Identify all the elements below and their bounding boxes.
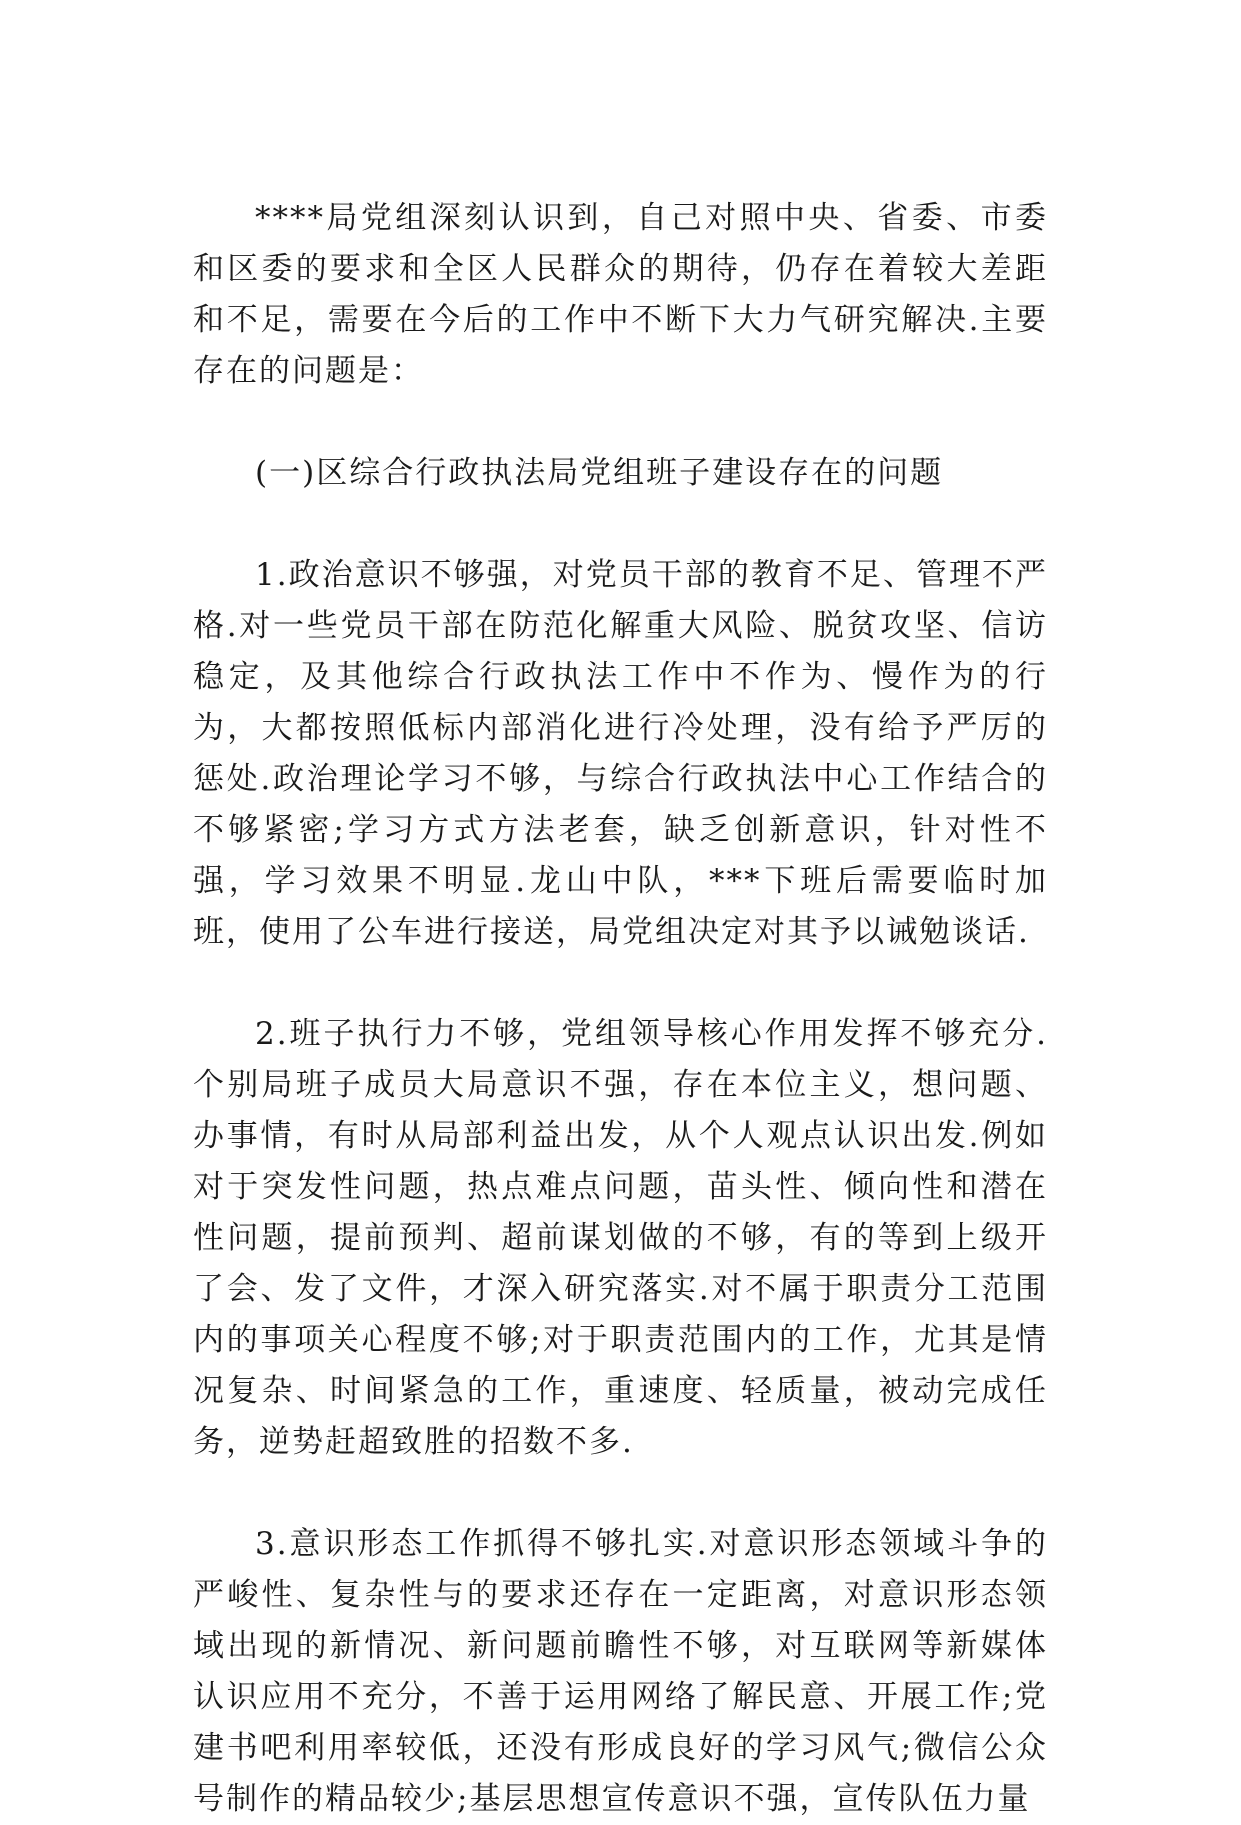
document-body [193,193,1048,1825]
item-3-paragraph: 3.意识形态工作抓得不够扎实.对意识形态领域斗争的严峻性、复杂性与的要求还存在一定距离，对意识形态领域出现的新情况、新问题前瞻性不够，对互联网等新媒体认识应用不充分，不善于运用网络了解民意、开展工作;党建书吧利用率较低，还没有形成良好的学习风气;微信公众号制作的精品较少;基层思想宣传意识不强，宣传队伍力量 [193,1526,1048,1817]
intro-paragraph: ****局党组深刻认识到，自己对照中央、省委、市委和区委的要求和全区人民群众的期待，仍存在着较大差距和不足，需要在今后的工作中不断下大力气研究解决.主要存在的问题是： [193,200,1048,389]
paragraph-spacer [193,1468,1048,1519]
paragraph-spacer [193,958,1048,1009]
item-2-paragraph: 2.班子执行力不够，党组领导核心作用发挥不够充分.个别局班子成员大局意识不强，存在本位主义，想问题、办事情，有时从局部利益出发，从个人观点认识出发.例如对于突发性问题，热点难点问题，苗头性、倾向性和潜在性问题，提前预判、超前谋划做的不够，有的等到上级开了会、发了文件，才深入研究落实.对不属于职责分工范围内的事项关心程度不够;对于职责范围内的工作，尤其是情况复杂、时间紧急的工作，重速度、轻质量，被动完成任务，逆势赶超致胜的招数不多. [193,1016,1048,1460]
paragraph-spacer [193,499,1048,550]
section-heading: (一)区综合行政执法局党组班子建设存在的问题 [255,455,944,491]
paragraph-spacer [193,397,1048,448]
item-1-paragraph: 1.政治意识不够强，对党员干部的教育不足、管理不严格.对一些党员干部在防范化解重大风险、脱贫攻坚、信访稳定，及其他综合行政执法工作中不作为、慢作为的行为，大都按照低标内部消化进行冷处理，没有给予严厉的惩处.政治理论学习不够，与综合行政执法中心工作结合的不够紧密;学习方式方法老套，缺乏创新意识，针对性不强，学习效果不明显.龙山中队，***下班后需要临时加班，使用了公车进行接送，局党组决定对其予以诫勉谈话. [193,557,1048,950]
